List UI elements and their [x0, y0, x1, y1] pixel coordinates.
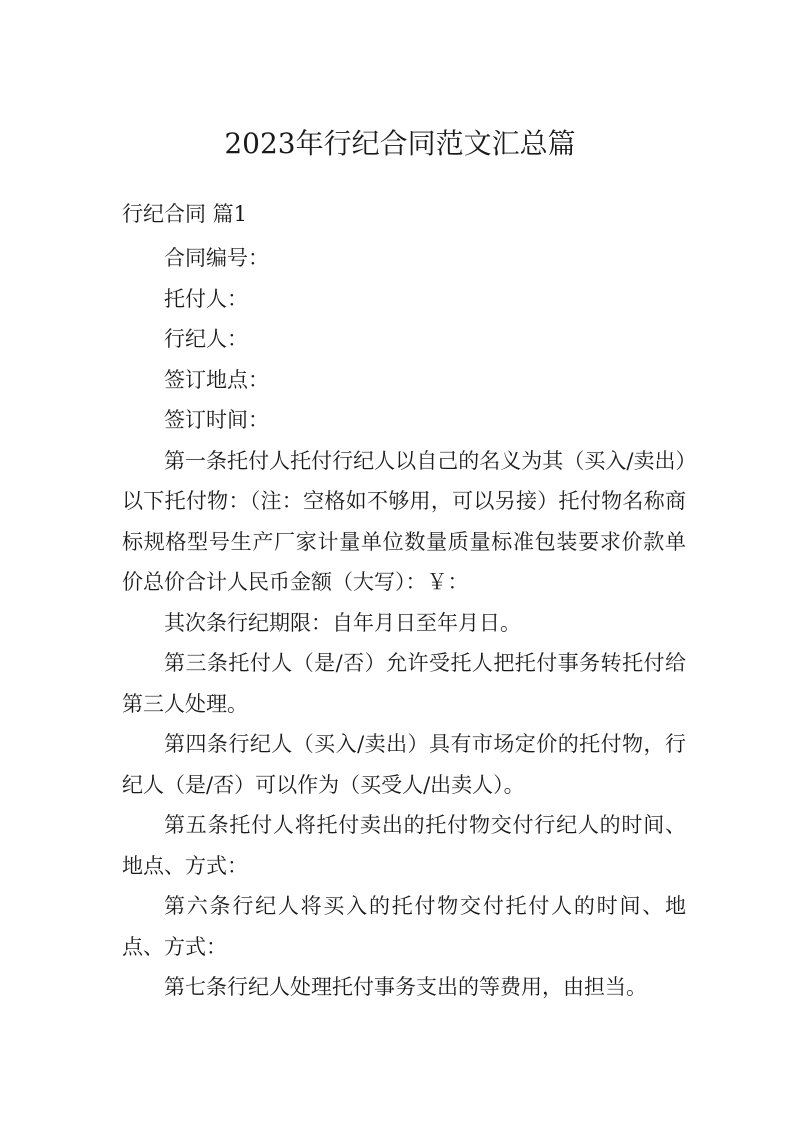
article-3-paragraph: 第三条托付人（是/否）允许受托人把托付事务转托付给第三人处理。 — [122, 651, 686, 716]
field-contract-number: 合同编号： — [164, 246, 269, 270]
article-2-paragraph: 其次条行纪期限：自年月日至年月日。 — [164, 610, 521, 635]
document-title: 2023年行纪合同范文汇总篇 — [224, 127, 576, 160]
field-commission-agent: 行纪人： — [164, 327, 248, 351]
article-7-paragraph: 第七条行纪人处理托付事务支出的等费用，由担当。 — [164, 975, 647, 999]
field-signing-time: 签订时间： — [164, 408, 269, 432]
article-1-paragraph: 第一条托付人托付行纪人以自己的名义为其（买入/卖出）以下托付物：（注：空格如不够用，可以另接）托付物名称商标规格型号生产厂家计量单位数量质量标准包装要求价款单价总价合计人民币金额（大写）：￥： — [122, 448, 686, 594]
field-principal: 托付人： — [164, 286, 248, 311]
article-4-paragraph: 第四条行纪人（买入/卖出）具有市场定价的托付物，行纪人（是/否）可以作为（买受人/出卖人）。 — [122, 732, 686, 797]
section-heading: 行纪合同 篇1 — [122, 202, 248, 226]
article-5-paragraph: 第五条托付人将托付卖出的托付物交付行纪人的时间、地点、方式： — [122, 813, 686, 878]
article-6-paragraph: 第六条行纪人将买入的托付物交付托付人的时间、地点、方式： — [122, 894, 686, 959]
contract-body — [122, 238, 686, 1008]
field-signing-place: 签订地点： — [164, 367, 269, 392]
